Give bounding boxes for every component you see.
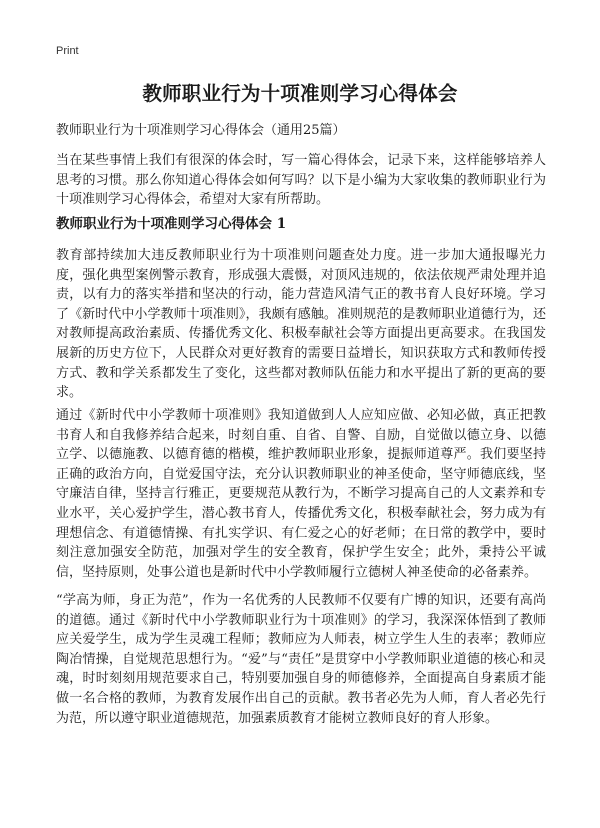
body-paragraph-3: “学高为师，身正为范”，作为一名优秀的人民教师不仅要有广博的知识，还要有高尚的道德。通过《新时代中小学教师职业行为十项准则》的学习，我深深体悟到了教师应关爱学生，成为学生灵魂工程师；教师应为人师表，树立学生人生的表率；教师应陶冶情操，自觉规范思想行为。“爱”与“责任”是贯穿中小学教师职业道德的核心和灵魂，时时刻刻用规范要求自己，特别要加强自身的师德修养，全面提高自身素质才能做一名合格的教师，为教育发展作出自己的贡献。教书者必先为人师，育人者必先行为范，所以遵守职业道德规范，加强素质教育才能树立教师良好的育人形象。 — [56, 593, 546, 726]
body-paragraph-1: 教育部持续加大违反教师职业行为十项准则问题查处力度。进一步加大通报曝光力度，强化典型案例警示教育，形成强大震慑，对顶风违规的，依法依规严肃处理并追责，以有力的落实举措和坚决的行动，能力营造风清气正的教书育人良好环境。学习了《新时代中小学教师十项准则》，我颇有感触。准则规范的是教师职业道德行为，还对教师提高政治素质、传播优秀文化、积极奉献社会等方面提出更高要求。在我国发展新的历史方位下，人民群众对更好教育的需要日益增长，知识获取方式和教师传授方式、教和学关系都发生了变化，这些都对教师队伍能力和水平提出了新的更高的要求。 — [56, 248, 546, 401]
body-paragraph-2: 通过《新时代中小学教师十项准则》我知道做到人人应知应做、必知必做，真正把教书育人和自我修养结合起来，时刻自重、自省、自警、自励，自觉做以德立身、以德立学、以德施教、以德育德的楷模，维护教师职业形象，提振师道尊严。我们要坚持正确的政治方向，自觉爱国守法，充分认识教师职业的神圣使命，坚守师德底线，坚守廉洁自律，坚持言行雅正，更要规范从教行为，不断学习提高自己的人文素养和专业水平，关心爱护学生，潜心教书育人，传播优秀文化，积极奉献社会，努力成为有理想信念、有道德情操、有扎实学识、有仁爱之心的好老师；在日常的教学中，要时刻注意加强安全防范，加强对学生的安全教育，保护学生安全；此外，秉持公平诚信，坚持原则，处事公道也是新时代中小学教师履行立德树人神圣使命的必备素养。 — [56, 408, 546, 580]
document-subtitle: 教师职业行为十项准则学习心得体会（通用25篇） — [56, 123, 346, 138]
document-title: 教师职业行为十项准则学习心得体会 — [142, 82, 458, 105]
print-link[interactable]: Print — [56, 45, 79, 57]
intro-paragraph: 当在某些事情上我们有很深的体会时，写一篇心得体会，记录下来，这样能够培养人思考的习惯。那么你知道心得体会如何写吗？以下是小编为大家收集的教师职业行为十项准则学习心得体会，希望对大家有所帮助。 — [56, 153, 546, 208]
section-heading: 教师职业行为十项准则学习心得体会 1 — [56, 216, 287, 232]
